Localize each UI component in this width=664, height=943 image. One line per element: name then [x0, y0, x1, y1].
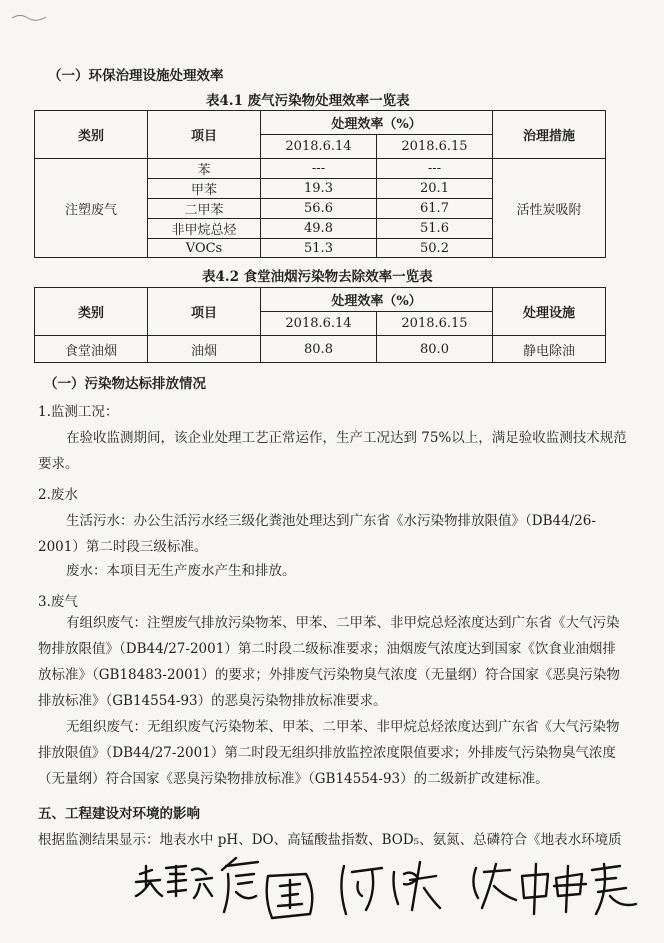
table2 [34, 287, 606, 363]
t1-value: 51.6 [377, 219, 493, 239]
paragraph-monitoring-results: 根据监测结果显示：地表水中 pH、DO、高锰酸盐指数、BOD₅、氨氮、总磷符合《地表水环境质 [38, 832, 622, 848]
t1-value: 20.1 [377, 179, 493, 199]
t1-header-measure: 治理措施 [493, 111, 606, 159]
paragraph-domestic-sewage: 生活污水：办公生活污水经三级化粪池处理达到广东省《水污染物排放限值》（DB44/26-2001）第二时段三级标准。 [38, 513, 596, 555]
heading-environment-impact: 五、工程建设对环境的影响 [38, 806, 200, 822]
handwritten-signatures [0, 852, 664, 932]
t1-value: 49.8 [261, 219, 377, 239]
t2-value: 80.0 [377, 336, 493, 363]
t1-item: 二甲苯 [148, 199, 261, 219]
t1-item: 非甲烷总烃 [148, 219, 261, 239]
t1-item: 甲苯 [148, 179, 261, 199]
section-efficiency-heading: （一）环保治理设施处理效率 [48, 68, 224, 84]
t1-value: 51.3 [261, 239, 377, 258]
t2-header-item: 项目 [148, 288, 261, 336]
heading-monitoring: 1.监测工况： [38, 404, 119, 420]
t1-value: 19.3 [261, 179, 377, 199]
t2-facility: 静电除油 [493, 336, 606, 363]
t1-category: 注塑废气 [35, 159, 148, 258]
t2-header-date2: 2018.6.15 [377, 312, 493, 336]
t1-header-category: 类别 [35, 111, 148, 159]
paragraph-organized-exhaust: 有组织废气：注塑废气排放污染物苯、甲苯、二甲苯、非甲烷总烃浓度达到广东省《大气污染物排放限值》（DB44/27-2001）第二时段二级标准要求；油烟废气浓度达到国家《饮食业油烟排放标准》（GB18483-2001）的要求；外排废气污染物臭气浓度（无量纲）符合国家《恶臭污染物排放标准》（GB14554-93）的恶臭污染物排放标准要求。 [38, 615, 620, 709]
table-row [35, 336, 606, 363]
paragraph-wastewater: 废水：本项目无生产废水产生和排放。 [66, 563, 296, 579]
t2-category: 食堂油烟 [35, 336, 148, 363]
table2-caption: 表4.2 食堂油烟污染物去除效率一览表 [202, 269, 433, 285]
heading-exhaust: 3.废气 [38, 594, 78, 610]
t1-header-efficiency: 处理效率（%） [261, 111, 493, 135]
t2-header-date1: 2018.6.14 [261, 312, 377, 336]
t1-value: --- [261, 159, 377, 179]
scan-mark [10, 10, 50, 20]
t1-header-date1: 2018.6.14 [261, 135, 377, 159]
t1-measure: 活性炭吸附 [493, 159, 606, 258]
paragraph-monitoring: 在验收监测期间，该企业处理工艺正常运作，生产工况达到 75%以上，满足验收监测技术规范要求。 [38, 430, 627, 472]
paragraph-unorganized-exhaust: 无组织废气：无组织废气污染物苯、甲苯、二甲苯、非甲烷总烃浓度达到广东省《大气污染物排放限值》（DB44/27-2001）第二时段无组织排放监控浓度限值要求；外排废气污染物臭气浓度（无量纲）符合国家《恶臭污染物排放标准》（GB14554-93）的二级新扩改建标准。 [38, 719, 620, 787]
t2-value: 80.8 [261, 336, 377, 363]
table1-caption: 表4.1 废气污染物处理效率一览表 [206, 93, 410, 109]
t1-header-date2: 2018.6.15 [377, 135, 493, 159]
t1-value: 61.7 [377, 199, 493, 219]
table1 [34, 110, 606, 258]
t2-item: 油烟 [148, 336, 261, 363]
t1-value: 56.6 [261, 199, 377, 219]
t2-header-efficiency: 处理效率（%） [261, 288, 493, 312]
table-row [35, 159, 606, 179]
heading-wastewater: 2.废水 [38, 487, 78, 503]
t2-header-facility: 处理设施 [493, 288, 606, 336]
t1-item: VOCs [148, 239, 261, 258]
t2-header-category: 类别 [35, 288, 148, 336]
t1-header-item: 项目 [148, 111, 261, 159]
section-discharge-heading: （一）污染物达标排放情况 [44, 376, 206, 392]
t1-value: 50.2 [377, 239, 493, 258]
t1-value: --- [377, 159, 493, 179]
t1-item: 苯 [148, 159, 261, 179]
